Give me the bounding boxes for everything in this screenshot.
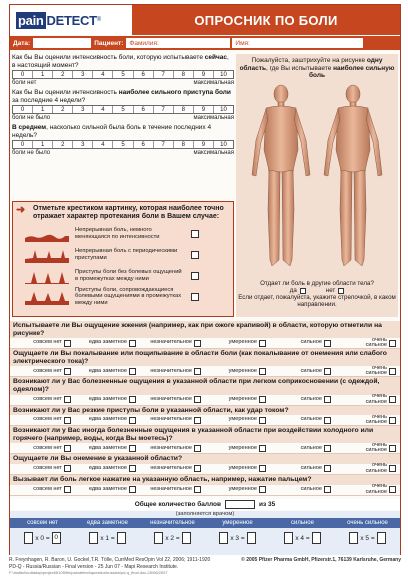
answer-checkbox[interactable] [64,340,71,347]
answer-option-label: незначительное [150,339,192,346]
answer-checkbox[interactable] [194,417,201,424]
answer-option-label: совсем нет [33,416,62,423]
answer-checkbox[interactable] [389,396,396,403]
body-map-instruction: Пожалуйста, заштрихуйте на рисунке одну область, где Вы испытываете наиболее сильную боль [239,57,395,79]
scale-option[interactable]: 0 [13,71,33,78]
multiplier-label: x 2 = [165,534,180,542]
count-box[interactable] [24,532,33,544]
answer-option-label: сильное [300,339,322,346]
answer-option-label: едва заметное [88,367,127,374]
pain-course-panel [12,201,234,317]
intensity-scale [12,105,234,114]
scale-option[interactable]: 2 [53,106,73,113]
footer-file: F:\Institut\cultadap\project\6105\fin\paindetect\question\russian\pd-q_final.doc-25/06/2007 [9,570,168,575]
intensity-question-text: Как бы Вы оценили интенсивность боли, которую испытываете сейчас, в настоящий момент? [12,54,229,69]
symptom-questions [10,321,400,496]
arrow-icon: ➜ [16,204,26,216]
pain-pattern-graph-icon [25,289,69,305]
score-cell [10,532,75,544]
pain-pattern-graph-icon [25,247,69,263]
answer-checkbox[interactable] [64,368,71,375]
multiplier-label: x 3 = [230,534,245,542]
scale-option[interactable]: 7 [154,71,174,78]
answer-option-label: очень сильное [365,441,387,454]
answer-option-label: сильное [300,465,322,472]
score-cell [270,532,335,544]
name-field[interactable]: Имя: [232,38,363,48]
scale-option[interactable]: 0 [13,141,33,148]
answer-checkbox[interactable] [324,340,331,347]
answer-option-label: едва заметное [88,485,127,492]
answer-option[interactable] [270,368,335,375]
answer-checkbox[interactable] [324,417,331,424]
answer-checkbox[interactable] [194,396,201,403]
answer-option-label: очень сильное [365,364,387,377]
answer-checkbox[interactable] [64,465,71,472]
scale-option[interactable]: 4 [93,71,113,78]
answer-checkbox[interactable] [389,486,396,493]
count-box[interactable] [89,532,98,544]
scale-option[interactable]: 6 [134,71,154,78]
answer-option[interactable] [140,465,205,472]
radiates-yes-checkbox[interactable] [300,288,306,294]
scale-min-label: боли не было [12,150,51,156]
scale-option[interactable]: 9 [194,71,214,78]
intensity-question-text: В среднем, насколько сильной была боль в течение последних 4 недель? [12,124,212,139]
scale-max-label: максимальная [193,150,234,156]
answer-checkbox[interactable] [259,465,266,472]
paindetect-logo: pain DETECT ® [10,5,132,35]
scale-option[interactable]: 9 [194,106,214,113]
answer-option-label: очень сильное [365,483,387,495]
answer-option-label: совсем нет [33,395,62,402]
pain-course-label: Приступы боли, сопровождающиеся болевыми ощущениями в промежутках между ними [75,286,182,306]
total-score-box[interactable] [225,500,255,509]
pain-course-label: Непрерывная боль, немного меняющаяся по интенсивности [75,227,160,240]
answer-option[interactable] [75,368,140,375]
answer-checkbox[interactable] [389,465,396,472]
scoring-table: (заполняется врачом) совсем нет едва заметное незначительное умеренное сильное очень сильное x 0 = 0 x 1 = x 2 = x 3 = x 4 = x 5 = [10,511,400,555]
scale-option[interactable]: 3 [73,141,93,148]
symptom-answer-row [10,415,400,426]
surname-field[interactable]: Фамилия: [126,38,230,48]
score-header: умеренное [222,520,253,526]
intensity-question [12,54,234,86]
count-box[interactable] [284,532,293,544]
answer-checkbox[interactable] [194,486,201,493]
pain-course-option [13,265,233,286]
answer-option[interactable] [75,445,140,452]
scale-option[interactable]: 4 [93,141,113,148]
answer-checkbox[interactable] [194,340,201,347]
answer-option-label: умеренное [228,444,257,451]
answer-option-label: сильное [300,367,322,374]
symptom-question-text: Ощущаете ли Вы покалывание или пощипывание в области боли (как покалывание от онемения или слабого электрического тока)? [10,349,400,366]
intensity-scale [12,70,234,79]
answer-option[interactable] [205,486,270,493]
answer-option-label: совсем нет [33,465,62,472]
pain-course-option [13,286,233,307]
answer-checkbox[interactable] [259,396,266,403]
symptom-answer-row [10,366,400,377]
scale-option[interactable]: 10 [220,72,227,78]
intensity-scale [12,140,234,149]
answer-option[interactable] [335,366,400,377]
answer-option-label: совсем нет [33,444,62,451]
count-box[interactable] [219,532,228,544]
answer-option[interactable] [140,368,205,375]
answer-option[interactable] [205,445,270,452]
answer-option[interactable] [205,465,270,472]
subtotal-box[interactable] [312,532,321,544]
answer-option[interactable] [335,394,400,405]
multiplier-label: x 1 = [100,534,115,542]
patient-label: Пациент: [94,39,124,47]
answer-checkbox[interactable] [389,445,396,452]
pain-course-checkbox[interactable] [191,251,199,259]
scale-option[interactable]: 5 [113,71,133,78]
subtotal-box[interactable] [377,532,386,544]
radiates-no-checkbox[interactable] [338,288,344,294]
scale-option[interactable]: 5 [113,106,133,113]
answer-checkbox[interactable] [64,417,71,424]
answer-option[interactable] [10,368,75,375]
answer-option-label: совсем нет [33,339,62,346]
multiplier-label: x 0 = [35,534,50,542]
answer-option-label: очень сильное [365,413,387,426]
answer-option[interactable] [10,445,75,452]
date-label: Дата: [13,39,31,47]
scale-option[interactable]: 5 [113,141,133,148]
scale-option[interactable]: 1 [33,141,53,148]
symptom-question-text: Возникают ли у Вас иногда болезненные ощущения в указанной области при воздействии холодного или горячего (например, воды, когда Вы моетесь)? [10,426,400,443]
total-score-row: Общее количество баллов из 35 [10,499,400,510]
answer-option-label: незначительное [150,465,192,472]
score-header: едва заметное [87,520,128,526]
body-map-panel [236,54,398,317]
answer-checkbox[interactable] [259,368,266,375]
scale-option[interactable]: 10 [220,107,227,113]
scale-option[interactable]: 1 [33,71,53,78]
pain-course-label: Приступы боли без болевых ощущений в промежутках между ними [75,269,182,282]
answer-option-label: сильное [300,416,322,423]
answer-option-label: незначительное [150,416,192,423]
answer-checkbox[interactable] [129,396,136,403]
answer-checkbox[interactable] [259,445,266,452]
answer-option[interactable] [75,417,140,424]
answer-option[interactable] [140,445,205,452]
answer-checkbox[interactable] [194,465,201,472]
pain-course-label: Непрерывная боль с периодическими приступами [75,248,178,261]
scale-option[interactable]: 3 [73,71,93,78]
footer-version: PD-Q - Russia/Russian - Final version - 25 Jun 07 - Mapi Research Institute. [9,564,179,570]
multiplier-label: x 5 = [360,534,375,542]
answer-option[interactable] [140,486,205,493]
answer-option[interactable] [75,486,140,493]
answer-option[interactable] [205,368,270,375]
subtotal-box[interactable]: 0 [52,532,61,544]
symptom-answer-row [10,338,400,349]
answer-option[interactable] [335,463,400,474]
answer-option-label: едва заметное [88,395,127,402]
answer-option[interactable] [270,340,335,347]
answer-option[interactable] [205,396,270,403]
answer-checkbox[interactable] [324,368,331,375]
scale-option[interactable]: 6 [134,106,154,113]
answer-option-label: едва заметное [88,339,127,346]
scale-max-label: максимальная [193,80,234,86]
pain-course-checkbox[interactable] [191,293,199,301]
answer-option[interactable] [270,445,335,452]
symptom-answer-row [10,485,400,496]
answer-checkbox[interactable] [64,396,71,403]
answer-option[interactable] [10,340,75,347]
pain-pattern-graph-icon [25,226,69,242]
body-back [324,85,382,266]
answer-checkbox[interactable] [259,340,266,347]
answer-option[interactable] [75,465,140,472]
pain-course-checkbox[interactable] [191,230,199,238]
answer-checkbox[interactable] [324,445,331,452]
answer-option[interactable] [10,486,75,493]
scale-option[interactable]: 0 [13,106,33,113]
scale-min-label: боли нет [12,80,37,86]
answer-option-label: умеренное [228,416,257,423]
score-header: незначительное [150,520,195,526]
pain-course-checkbox[interactable] [191,272,199,280]
symptom-question-text: Возникают ли у Вас резкие приступы боли в указанной области, как удар током? [10,406,400,416]
scale-option[interactable]: 1 [33,106,53,113]
answer-option-label: сильное [300,485,322,492]
subtotal-box[interactable] [247,532,256,544]
answer-option-label: едва заметное [88,465,127,472]
answer-option-label: умеренное [228,339,257,346]
pain-course-option [13,244,233,265]
answer-option[interactable] [270,417,335,424]
answer-option[interactable] [140,417,205,424]
scale-max-label: максимальная [193,115,234,121]
scale-option[interactable]: 9 [194,141,214,148]
scale-option[interactable]: 4 [93,106,113,113]
answer-checkbox[interactable] [194,368,201,375]
questionnaire-page [9,4,401,555]
answer-option-label: совсем нет [33,367,62,374]
answer-option-label: сильное [300,444,322,451]
symptom-question-text: Ощущаете ли Вы онемение в указанной области? [10,454,400,464]
scale-option[interactable]: 2 [53,71,73,78]
answer-option-label: незначительное [150,485,192,492]
answer-option-label: незначительное [150,444,192,451]
answer-option[interactable] [10,417,75,424]
answer-option[interactable] [335,443,400,454]
pain-pattern-graph-icon [25,268,69,284]
answer-checkbox[interactable] [259,486,266,493]
intensity-question-text: Как бы Вы оценили интенсивность наиболее сильного приступа боли за последние 4 недели? [12,89,231,104]
answer-option-label: умеренное [228,367,257,374]
score-cell [75,532,140,544]
score-header: очень сильное [347,520,388,526]
scale-min-label: боли не было [12,115,51,121]
body-figure-diagram[interactable] [236,80,398,276]
date-field[interactable] [33,38,91,48]
score-header: совсем нет [27,520,58,526]
answer-checkbox[interactable] [389,340,396,347]
answer-option[interactable] [335,338,400,349]
answer-checkbox[interactable] [324,465,331,472]
scale-option[interactable]: 8 [174,141,194,148]
answer-option[interactable] [335,484,400,495]
answer-checkbox[interactable] [389,417,396,424]
symptom-answer-row [10,464,400,475]
scale-option[interactable]: 3 [73,106,93,113]
answer-checkbox[interactable] [129,368,136,375]
answer-option[interactable] [270,486,335,493]
answer-option-label: умеренное [228,395,257,402]
answer-option-label: очень сильное [365,462,387,474]
patient-row [10,36,400,50]
answer-checkbox[interactable] [389,368,396,375]
header [10,5,400,35]
answer-checkbox[interactable] [324,396,331,403]
radiation-question: Отдает ли боль в другие области тела? да нет Если отдает, пожалуйста, укажите стрелочкой, в каком направлении. [238,280,396,308]
answer-checkbox[interactable] [129,445,136,452]
scale-option[interactable]: 2 [53,141,73,148]
answer-option[interactable] [140,340,205,347]
footer-citation: R. Freynhagen, R. Baron, U. Gockel,T.R. Tölle, CurrMed ResOpin Vol 22, 2006; 1911-1920 © 2005 Pfizer Pharma GmbH, Pfizerstr.1, 76139 Karlsruhe, Germany [9,557,401,563]
answer-option[interactable] [270,465,335,472]
scale-option[interactable]: 6 [134,141,154,148]
intensity-question [12,124,234,156]
answer-option-label: совсем нет [33,485,62,492]
answer-checkbox[interactable] [129,486,136,493]
pain-course-title: ➜ Отметьте крестиком картинку, которая наиболее точно отражает характер протекания боли в Вашем случае: [16,204,224,220]
answer-option-label: умеренное [228,485,257,492]
score-cell [335,532,400,544]
answer-option-label: сильное [300,395,322,402]
answer-checkbox[interactable] [194,445,201,452]
answer-option-label: едва заметное [88,416,127,423]
count-box[interactable] [154,532,163,544]
answer-checkbox[interactable] [259,417,266,424]
symptom-question-text: Возникают ли у Вас болезненные ощущения в указанной области при легком соприкосновении (с одеждой, одеялом)? [10,377,400,394]
intensity-section [12,54,234,159]
scale-option[interactable]: 10 [220,142,227,148]
subtotal-box[interactable] [182,532,191,544]
page-title: ОПРОСНИК ПО БОЛИ [132,5,400,35]
answer-option[interactable] [10,396,75,403]
multiplier-label: x 4 = [295,534,310,542]
answer-checkbox[interactable] [324,486,331,493]
answer-option[interactable] [205,340,270,347]
scale-option[interactable]: 7 [154,106,174,113]
score-cell [140,532,205,544]
answer-checkbox[interactable] [129,465,136,472]
answer-option[interactable] [140,396,205,403]
symptom-question-text: Вызывает ли боль легкое нажатие на указанную область, например, нажатие пальцем? [10,475,400,485]
answer-option-label: незначительное [150,395,192,402]
body-front [252,85,310,266]
pain-course-option [13,223,233,244]
score-header: сильное [291,520,314,526]
answer-option-label: очень сильное [365,393,387,405]
answer-checkbox[interactable] [64,486,71,493]
scale-option[interactable]: 8 [174,106,194,113]
symptom-answer-row [10,395,400,406]
answer-option[interactable] [75,340,140,347]
answer-option[interactable] [335,415,400,426]
scale-option[interactable]: 7 [154,141,174,148]
answer-option[interactable] [270,396,335,403]
scale-option[interactable]: 8 [174,71,194,78]
intensity-question [12,89,234,121]
subtotal-box[interactable] [117,532,126,544]
answer-option[interactable] [205,417,270,424]
answer-option[interactable] [10,465,75,472]
answer-option-label: умеренное [228,465,257,472]
answer-option[interactable] [75,396,140,403]
symptom-question-text: Испытываете ли Вы ощущение жжения (например, как при ожоге крапивой) в области, которую отметили на рисунке? [10,321,400,338]
answer-checkbox[interactable] [64,445,71,452]
answer-option-label: очень сильное [365,336,387,349]
count-box[interactable] [349,532,358,544]
score-cell [205,532,270,544]
symptom-answer-row [10,443,400,454]
answer-option-label: едва заметное [88,444,127,451]
answer-checkbox[interactable] [129,417,136,424]
answer-option-label: незначительное [150,367,192,374]
answer-checkbox[interactable] [129,340,136,347]
